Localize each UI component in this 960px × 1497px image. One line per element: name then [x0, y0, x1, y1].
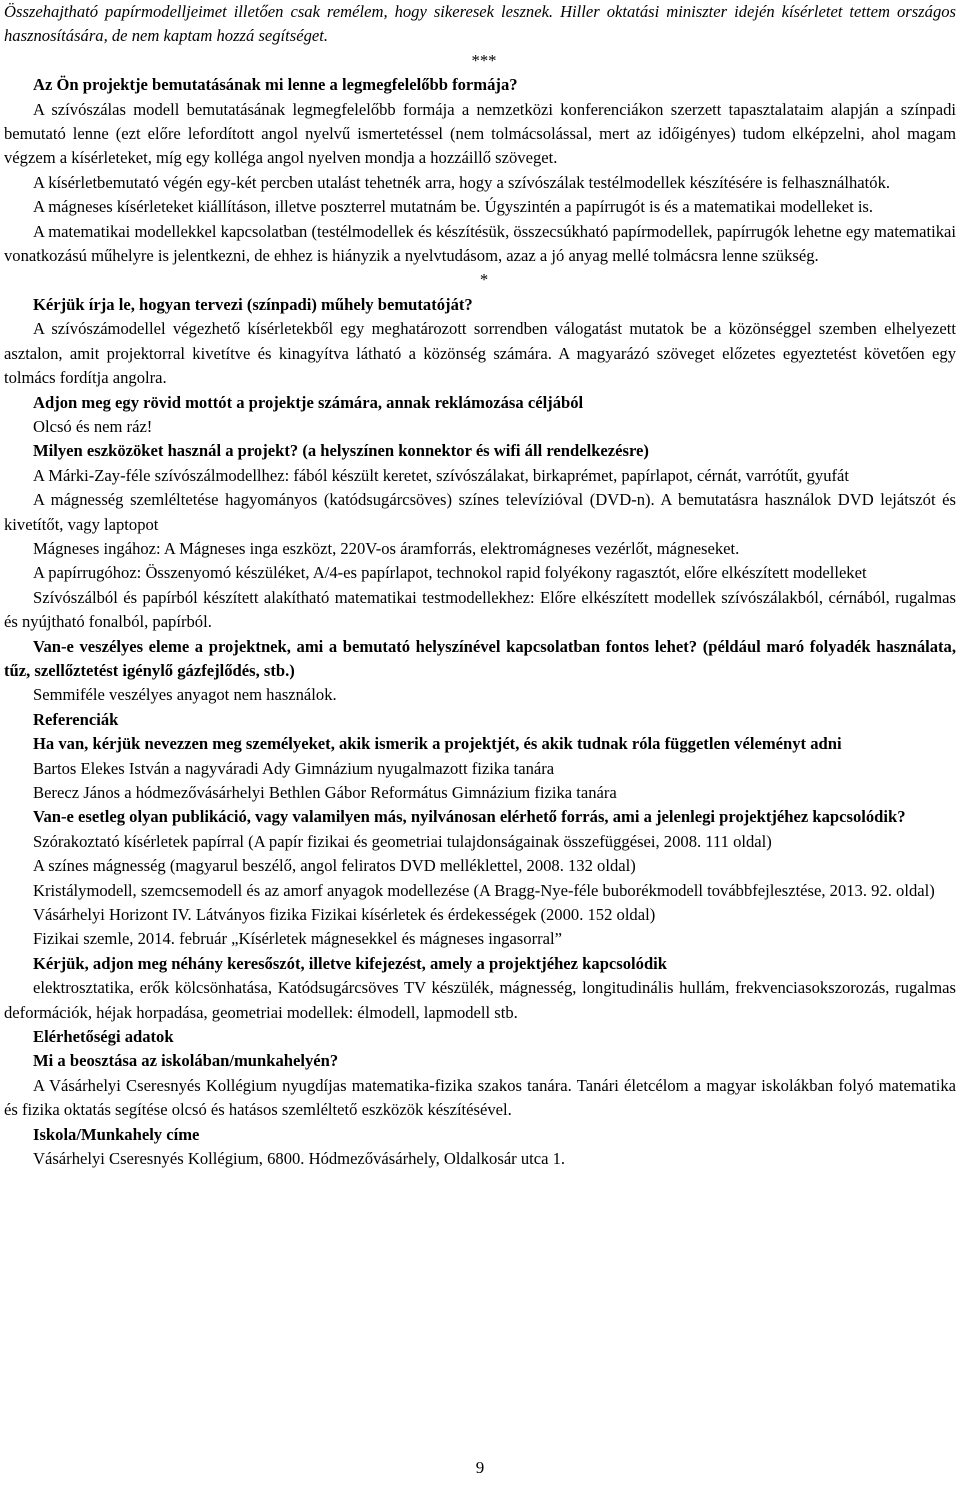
question-workshop: Kérjük írja le, hogyan tervezi (színpadi) műhely bemutatóját? [33, 294, 473, 314]
publication-5: Fizikai szemle, 2014. február „Kísérletek mágnesekkel és mágneses ingasorral” [33, 929, 562, 949]
question-motto: Adjon meg egy rövid mottót a projektje számára, annak reklámozása céljából [33, 392, 584, 412]
answer-tools-5: Szívószálból és papírból készített alakítható matematikai testmodellekhez: Előre elkészített modellek szívószálakból, cérnából, rugalmas és nyújtható fonalból, papírból. [4, 587, 956, 632]
answer-presentation-4: A matematikai modellekkel kapcsolatban (testélmodellek és készítésük, összecsúkható papírmodellek, papírrugók lehetne egy matematikai vonatkozású műhelyre is jelentkezni, de ehhez is hiányzik a nyelvtudásom, azaz a jó anyag mellé tolmácsra lenne szükség. [4, 221, 956, 266]
answer-danger: Semmiféle veszélyes anyagot nem használok. [33, 685, 337, 705]
separator-stars: *** [471, 50, 497, 70]
answer-presentation-2: A kísérletbemutató végén egy-két percben utalást tehetnék arra, hogy a szívószálak testélmodellek készítésére is felhasználhatók. [33, 172, 891, 192]
question-tools: Milyen eszközöket használ a projekt? (a helyszínen konnektor és wifi áll rendelkezésre) [33, 441, 649, 461]
publication-4: Vásárhelyi Horizont IV. Látványos fizika Fizikai kísérletek és érdekességek (2000. 152 oldal) [33, 905, 656, 925]
answer-tools-4: A papírrugóhoz: Összenyomó készüléket, A/4-es papírlapot, technokol rapid folyékony ragasztót, előre elkészített modelleket [33, 563, 867, 583]
publication-1: Szórakoztató kísérletek papírral (A papír fizikai és geometriai tulajdonságainak összefüggései, 2008. 111 oldal) [33, 831, 772, 851]
publication-2: A színes mágnesség (magyarul beszélő, angol feliratos DVD melléklettel, 2008. 132 oldal) [33, 856, 636, 876]
question-danger: Van-e veszélyes eleme a projektnek, ami a bemutató helyszínével kapcsolatban fontos lehet? (például maró folyadék használata, tűz, szellőztetést igénylő gázfejlődés, stb.) [4, 636, 956, 680]
answer-keywords: elektrosztatika, erők kölcsönhatása, Katódsugárcsöves TV készülék, mágnesség, longitudinális hullám, frekvenciasokszorozás, rugalmas deformációk, héjak horpadása, geometriai modellek: élmodell, lapmodell stb. [4, 978, 956, 1022]
reference-2: Berecz János a hódmezővásárhelyi Bethlen Gábor Református Gimnázium fizika tanára [33, 783, 617, 802]
answer-workshop: A szívószámodellel végezhető kísérletekből egy meghatározott sorrendben válogatást mutatok be a közönséggel szemben elhelyezett asztalon, amit projektorral kivetítve és kinagyítva látható a közönség számára. A magyarázó szöveget előzetes egyeztetést követően egy tolmács fordítja angolra. [4, 319, 956, 388]
question-keywords: Kérjük, adjon meg néhány keresőszót, illetve kifejezést, amely a projektjéhez kapcsolódik [33, 953, 668, 973]
answer-tools-2: A mágnesség szemléltetése hagyományos (katódsugárcsöves) színes televízióval (DVD-n). A bemutatásra használok DVD lejátszót és kivetítőt, vagy laptopot [4, 490, 956, 534]
heading-contact: Elérhetőségi adatok [33, 1027, 174, 1047]
question-presentation: Az Ön projektje bemutatásának mi lenne a legmegfelelőbb formája? [33, 75, 518, 95]
answer-address: Vásárhelyi Cseresnyés Kollégium, 6800. Hódmezővásárhely, Oldalkosár utca 1. [33, 1149, 566, 1169]
answer-presentation-3: A mágneses kísérleteket kiállításon, illetve poszterrel mutatnám be. Úgyszintén a papírrugót is és a matematikai modelleket is. [33, 197, 874, 217]
answer-tools-1: A Márki-Zay-féle szívószálmodellhez: fából készült keretet, szívószálakat, birkaprémet, papírlapot, cérnát, varrótűt, gyufát [33, 465, 849, 485]
answer-position: A Vásárhelyi Cseresnyés Kollégium nyugdíjas matematika-fizika szakos tanára. Tanári életcélom a magyar iskolákban folyó matematika és fizika oktatás segítése olcsó és hatásos szemléltető eszközök készítésével. [4, 1075, 956, 1120]
publication-3: Kristálymodell, szemcsemodell és az amorf anyagok modellezése (A Bragg-Nye-féle buborékmodell továbbfejlesztése, 2013. 92. oldal) [33, 880, 935, 900]
page-number: 9 [475, 1458, 485, 1477]
answer-tools-3: Mágneses ingához: A Mágneses inga eszközt, 220V-os áramforrás, elektromágneses vezérlőt, mágneseket. [33, 538, 740, 558]
heading-address: Iskola/Munkahely címe [33, 1124, 200, 1144]
question-references: Ha van, kérjük nevezzen meg személyeket, akik ismerik a projektjét, és akik tudnak róla független véleményt adni [33, 734, 842, 754]
answer-motto: Olcsó és nem ráz! [33, 416, 153, 436]
answer-presentation-1: A szívószálas modell bemutatásának legmegfelelőbb formája a nemzetközi konferenciákon szerzett tapasztalataim alapján a színpadi bemutató lenne (ezt előre lefordított angol nyelvű ismertetéssel (nem tolmácsolással, mert az időigényes) tudom elképzelni, ahol magam végzem a kísérleteket, míg egy kolléga angol nyelven mondja a hozzáillő szöveget. [4, 99, 956, 168]
reference-1: Bartos Elekes István a nagyváradi Ady Gimnázium nyugalmazott fizika tanára [33, 758, 555, 778]
intro-paragraph: Összehajtható papírmodelljeimet illetően csak remélem, hogy sikeresek lesznek. Hiller oktatási miniszter idején kísérletet tettem országos hasznosítására, de nem kaptam hozzá segítséget. [4, 2, 956, 46]
heading-references: Referenciák [33, 709, 119, 729]
separator-star: * [479, 270, 489, 290]
question-publications: Van-e esetleg olyan publikáció, vagy valamilyen más, nyilvánosan elérhető forrás, ami a jelenlegi projektjéhez kapcsolódik? [33, 807, 906, 827]
question-position: Mi a beosztása az iskolában/munkahelyén? [33, 1051, 339, 1071]
